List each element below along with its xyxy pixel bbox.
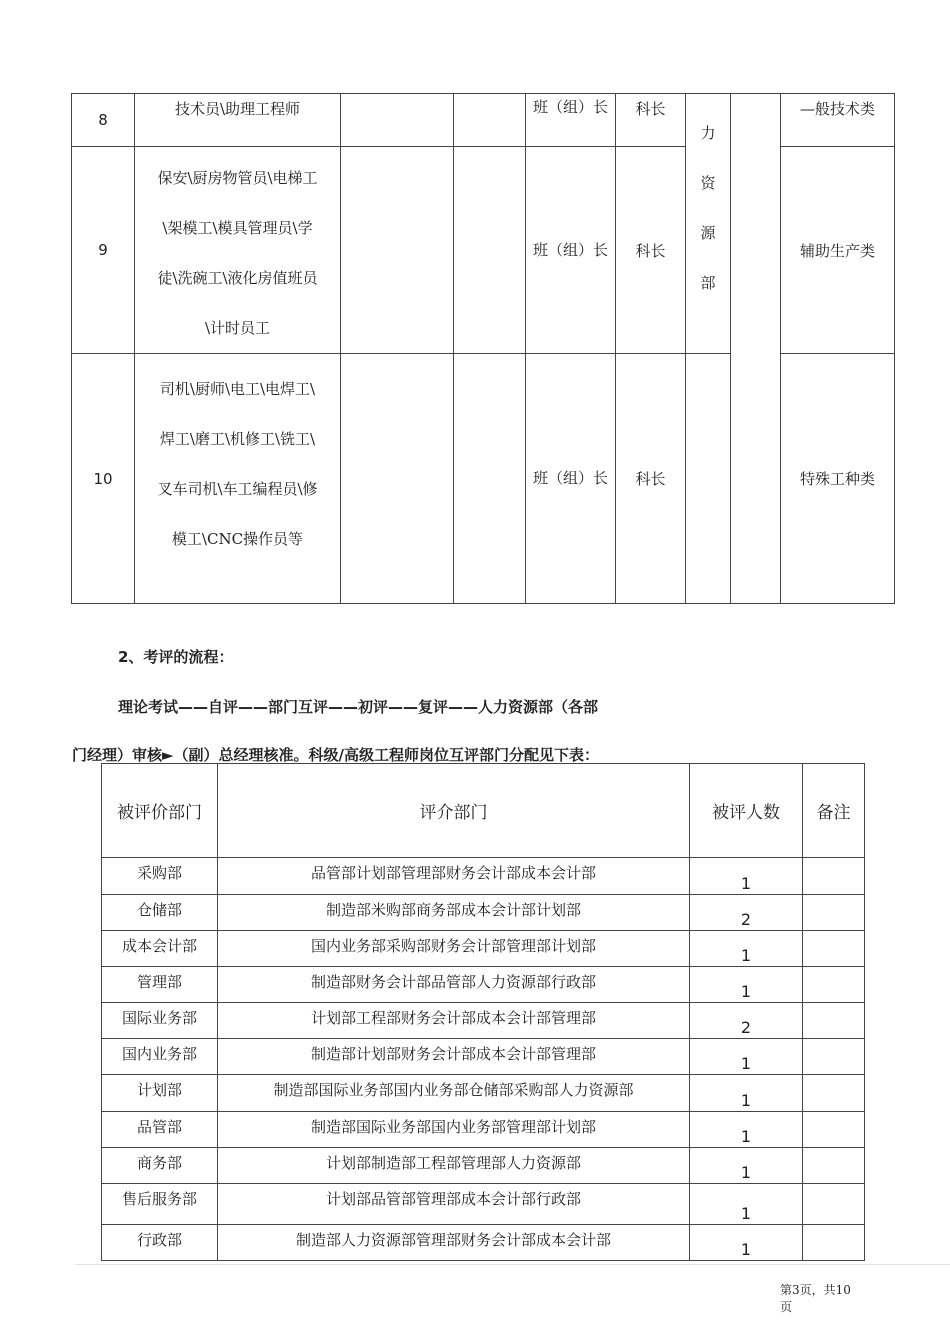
note-cell [803,1039,865,1075]
department-char: 部 [700,274,716,292]
empty-cell [454,354,526,604]
table-row [102,1003,865,1039]
category-cell: 辅助生产类 [781,147,895,354]
evaluated-count-cell: 1 [690,1112,803,1148]
flow-text-line-2: 门经理）审核►（副）总经理核准。科级/高级工程师岗位互评部门分配见下表： [72,746,600,764]
evaluated-count-cell: 1 [690,858,803,895]
position-line: 司机\厨师\电工\电焊工\ [159,380,316,398]
position-line: 徒\洗碗工\液化房值班员 [157,269,318,287]
evaluated-count-cell: 1 [690,1075,803,1112]
evaluated-count-cell: 1 [690,1225,803,1261]
evaluated-count-cell: 1 [690,1039,803,1075]
table-row [102,1112,865,1148]
header-cell: 被评人数 [690,764,803,858]
department-cell: 管理部 [102,967,218,1003]
table-row [102,1075,865,1112]
mutual-evaluation-table [101,763,865,1261]
page-number-line: 页 [780,1300,793,1314]
position-list [135,94,341,147]
team-lead-cell: 班（组）长 [526,94,616,147]
row-number: 8 [72,94,135,147]
position-line: 焊工\磨工\机修工\铣工\ [159,430,316,448]
section-chief-cell: 科长 [616,147,686,354]
table-row [102,895,865,931]
header-cell: 评介部门 [218,764,690,858]
table-row [102,858,865,895]
department-cell: 仓储部 [102,895,218,931]
note-cell [803,1075,865,1112]
department-cell: 采购部 [102,858,218,895]
department-char: 资 [700,174,716,192]
evaluated-count-cell: 1 [690,1184,803,1225]
note-cell [803,1184,865,1225]
team-lead-cell: 班（组）长 [526,354,616,604]
team-lead-cell: 班（组）长 [526,147,616,354]
empty-cell [341,94,454,147]
position-line: 叉车司机\车工编程员\修 [157,480,318,498]
table-row [102,967,865,1003]
evaluated-count-cell: 2 [690,895,803,931]
table-row [72,94,895,147]
department-char: 力 [700,124,716,142]
empty-cell [454,94,526,147]
position-line: \计时员工 [204,319,271,337]
row-number: 9 [72,147,135,354]
evaluated-count-cell: 2 [690,1003,803,1039]
row-number: 10 [72,354,135,604]
empty-cell [686,354,731,604]
empty-cell [731,94,781,604]
table-row [102,1039,865,1075]
empty-cell [341,354,454,604]
department-cell: 计划部 [102,1075,218,1112]
empty-cell [454,147,526,354]
flow-text-line-1: 理论考试——自评——部门互评——初评——复评——人力资源部（各部 [118,698,599,716]
department-cell [686,94,731,354]
evaluated-count-cell: 1 [690,967,803,1003]
department-cell: 成本会计部 [102,931,218,967]
table-row [102,1225,865,1261]
note-cell [803,931,865,967]
section-title: 2、考评的流程： [118,648,234,666]
department-char: 源 [700,224,716,242]
position-list [135,354,341,604]
section-chief-cell: 科长 [616,354,686,604]
evaluated-count-cell: 1 [690,931,803,967]
evaluator-departments-cell: 计划部制造部工程部管理部人力资源部 [218,1148,690,1184]
evaluator-departments-cell: 计划部品管部管理部成本会计部行政部 [218,1184,690,1225]
evaluator-departments-cell: 计划部工程部财务会计部成本会计部管理部 [218,1003,690,1039]
department-cell: 售后服务部 [102,1184,218,1225]
evaluator-departments-cell: 制造部人力资源部管理部财务会计部成本会计部 [218,1225,690,1261]
position-line: 模工\CNC操作员等 [171,530,304,548]
section-chief-cell: 科长 [616,94,686,147]
header-cell: 被评价部门 [102,764,218,858]
note-cell [803,1112,865,1148]
note-cell [803,1225,865,1261]
evaluator-departments-cell: 制造部财务会计部品管部人力资源部行政部 [218,967,690,1003]
empty-cell [341,147,454,354]
evaluator-departments-cell: 制造部国际业务部国内业务部管理部计划部 [218,1112,690,1148]
position-line: 保安\厨房物管员\电梯工 [157,169,318,187]
category-cell: 特殊工种类 [781,354,895,604]
department-cell: 商务部 [102,1148,218,1184]
footer-divider [75,1264,950,1265]
page-number [780,1282,880,1316]
note-cell [803,1148,865,1184]
department-cell: 品管部 [102,1112,218,1148]
note-cell [803,858,865,895]
evaluator-departments-cell: 国内业务部采购部财务会计部管理部计划部 [218,931,690,967]
table-row [102,931,865,967]
table-row [102,1148,865,1184]
note-cell [803,895,865,931]
department-cell: 国内业务部 [102,1039,218,1075]
position-list [135,147,341,354]
department-cell: 国际业务部 [102,1003,218,1039]
evaluator-departments-cell: 品管部计划部管理部财务会计部成本会计部 [218,858,690,895]
position-line: 技术员\助理工程师 [174,100,301,118]
evaluator-departments-cell: 制造部米购部商务部成本会计部计划部 [218,895,690,931]
note-cell [803,1003,865,1039]
table-row [102,1184,865,1225]
evaluator-departments-cell: 制造部国际业务部国内业务部仓储部采购部人力资源部 [218,1075,690,1112]
note-cell [803,967,865,1003]
page-number-line: 第3页，共10 [780,1283,851,1297]
position-line: \架模工\模具管理员\学 [162,219,313,237]
evaluator-departments-cell: 制造部计划部财务会计部成本会计部管理部 [218,1039,690,1075]
position-table [71,93,895,604]
category-cell: —般技术类 [781,94,895,147]
header-cell: 备注 [803,764,865,858]
table-header-row [102,764,865,858]
evaluated-count-cell: 1 [690,1148,803,1184]
department-cell: 行政部 [102,1225,218,1261]
